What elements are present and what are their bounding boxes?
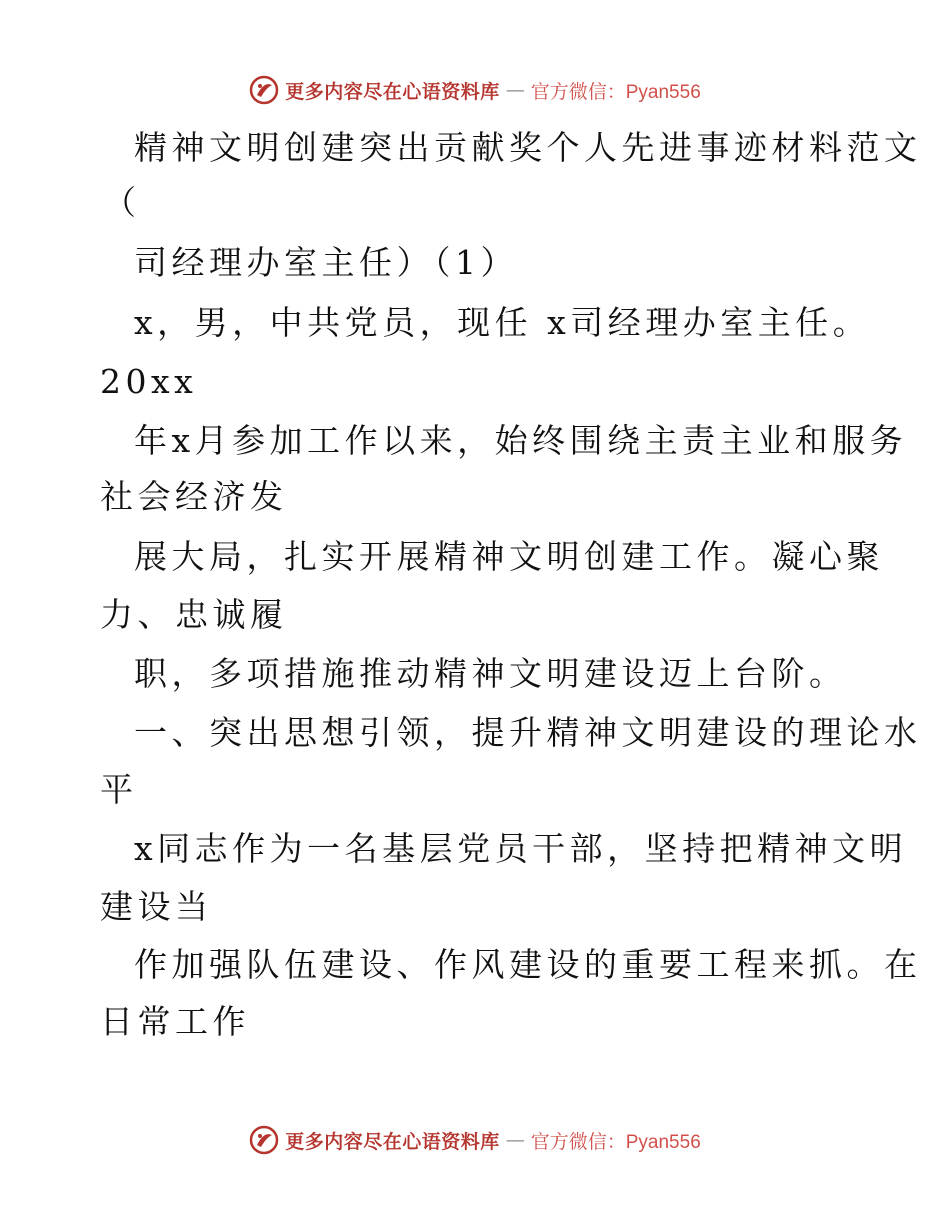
brand-logo-icon [249,75,279,105]
doc-line: x同志作为一名基层党员干部，坚持把精神文明 [134,829,908,868]
watermark-header [0,70,950,110]
doc-line: 司经理办室主任）（1） [134,243,518,282]
doc-line: 作加强队伍建设、作风建设的重要工程来抓。在 [134,945,922,984]
doc-line: 职，多项措施推动精神文明建设迈上台阶。 [134,654,847,693]
brand-logo-icon [249,1125,279,1155]
doc-line: 20xx [100,362,198,401]
watermark-brand: 更多内容尽在心语资料库 [285,1130,500,1153]
doc-line: 日常工作 [100,1002,250,1041]
doc-line: 建设当 [100,887,213,926]
doc-line: （ [103,183,141,222]
watermark-contact: 官方微信：Pyan556 [530,81,701,103]
doc-line: 社会经济发 [100,477,288,516]
section-heading: 一、突出思想引领，提升精神文明建设的理论水 [134,713,922,752]
doc-title-line: 精神文明创建突出贡献奖个人先进事迹材料范文 [134,128,922,167]
doc-line: 年x月参加工作以来，始终围绕主责主业和服务 [134,421,908,460]
doc-line: 力、忠诚履 [100,595,288,634]
watermark-separator: — [505,79,525,101]
doc-line: 展大局，扎实开展精神文明创建工作。凝心聚 [134,537,884,576]
watermark-brand: 更多内容尽在心语资料库 [285,80,500,103]
watermark-contact: 官方微信：Pyan556 [530,1131,701,1153]
doc-line: 平 [100,770,138,809]
doc-line: x，男，中共党员，现任 x司经理办室主任。 [134,303,871,342]
watermark-footer [0,1120,950,1160]
watermark-separator: — [505,1129,525,1151]
